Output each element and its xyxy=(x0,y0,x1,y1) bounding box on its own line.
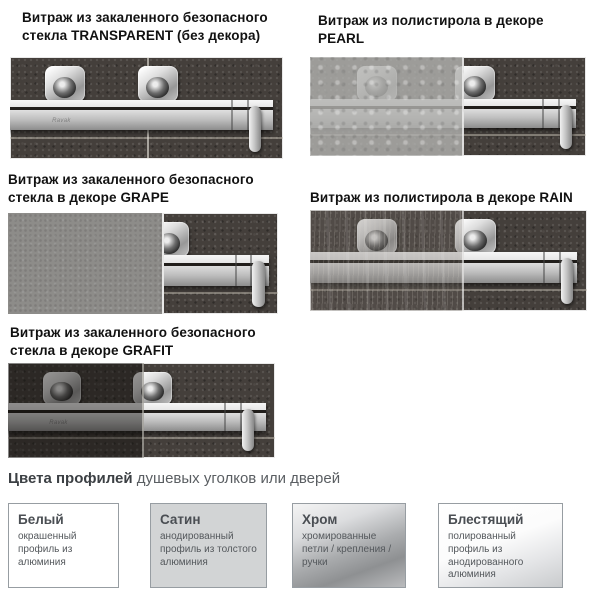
brand-watermark: Ravak xyxy=(52,118,71,125)
profiles-title-bold: Цвета профилей xyxy=(8,470,133,487)
profile-bar-seam xyxy=(235,255,237,285)
photo-grafit-glass xyxy=(8,363,275,458)
glass-title-pearl: Витраж из полистирола в декоре PEARL xyxy=(318,13,544,46)
hinge-bracket-icon xyxy=(45,66,85,102)
photo-pearl-glass xyxy=(310,57,586,156)
profile-swatch-white xyxy=(8,503,119,588)
swatch-description: окрашенный профиль из алюминия xyxy=(18,531,77,568)
swatch-description: полированный профиль из анодированного алюминия xyxy=(448,531,524,581)
door-handle xyxy=(560,105,573,150)
hinge-core xyxy=(146,77,169,98)
glass-decor-overlay-rain xyxy=(310,210,464,311)
profile-bar-seam xyxy=(542,99,544,129)
door-handle xyxy=(249,106,262,152)
glass-decor-overlay-pearl xyxy=(310,57,464,156)
profiles-title-rest: душевых уголков или дверей xyxy=(132,470,341,487)
profile-bar-seam xyxy=(224,403,226,432)
swatch-description: хромированные петли / крепления / ручки xyxy=(302,531,392,568)
glass-title-grape: Витраж из закаленного безопасного стекла в декоре GRAPE xyxy=(8,172,254,205)
hinge-core xyxy=(53,77,76,98)
profile-bar-seam xyxy=(231,100,233,131)
swatch-name: Белый xyxy=(18,512,64,527)
photo-transparent-glass xyxy=(10,57,283,159)
glass-title-rain: Витраж из полистирола в декоре RAIN xyxy=(310,190,573,205)
door-handle xyxy=(242,409,254,452)
profile-bar-seam xyxy=(543,252,545,282)
hinge-core xyxy=(141,382,163,402)
hinge-core xyxy=(463,76,486,97)
glass-title-transparent: Витраж из закаленного безопасного стекла TRANSPARENT (без декора) xyxy=(22,10,268,43)
swatch-name: Блестящий xyxy=(448,512,524,527)
photo-rain-glass xyxy=(310,210,587,311)
profile-swatch-shiny xyxy=(438,503,563,588)
swatch-description: анодированный профиль из толстого алюминия xyxy=(160,531,257,568)
glass-title-grafit: Витраж из закаленного безопасного стекла в декоре GRAFIT xyxy=(10,325,256,358)
profiles-section-title xyxy=(8,470,340,487)
profile-swatch-satin xyxy=(150,503,267,588)
door-handle xyxy=(252,261,264,306)
profile-bar-slot xyxy=(10,107,273,110)
swatch-name: Хром xyxy=(302,512,338,527)
hinge-bracket-icon xyxy=(138,66,178,102)
glass-decor-overlay-grape xyxy=(8,213,164,314)
door-handle xyxy=(561,258,574,303)
glass-decor-overlay-grafit xyxy=(8,363,144,458)
photo-grape-glass xyxy=(8,213,278,314)
profile-bar xyxy=(10,100,273,131)
hinge-core xyxy=(463,230,486,251)
swatch-name: Сатин xyxy=(160,512,201,527)
brand-watermark: Ravak xyxy=(49,419,68,426)
profile-swatch-chrome xyxy=(292,503,406,588)
